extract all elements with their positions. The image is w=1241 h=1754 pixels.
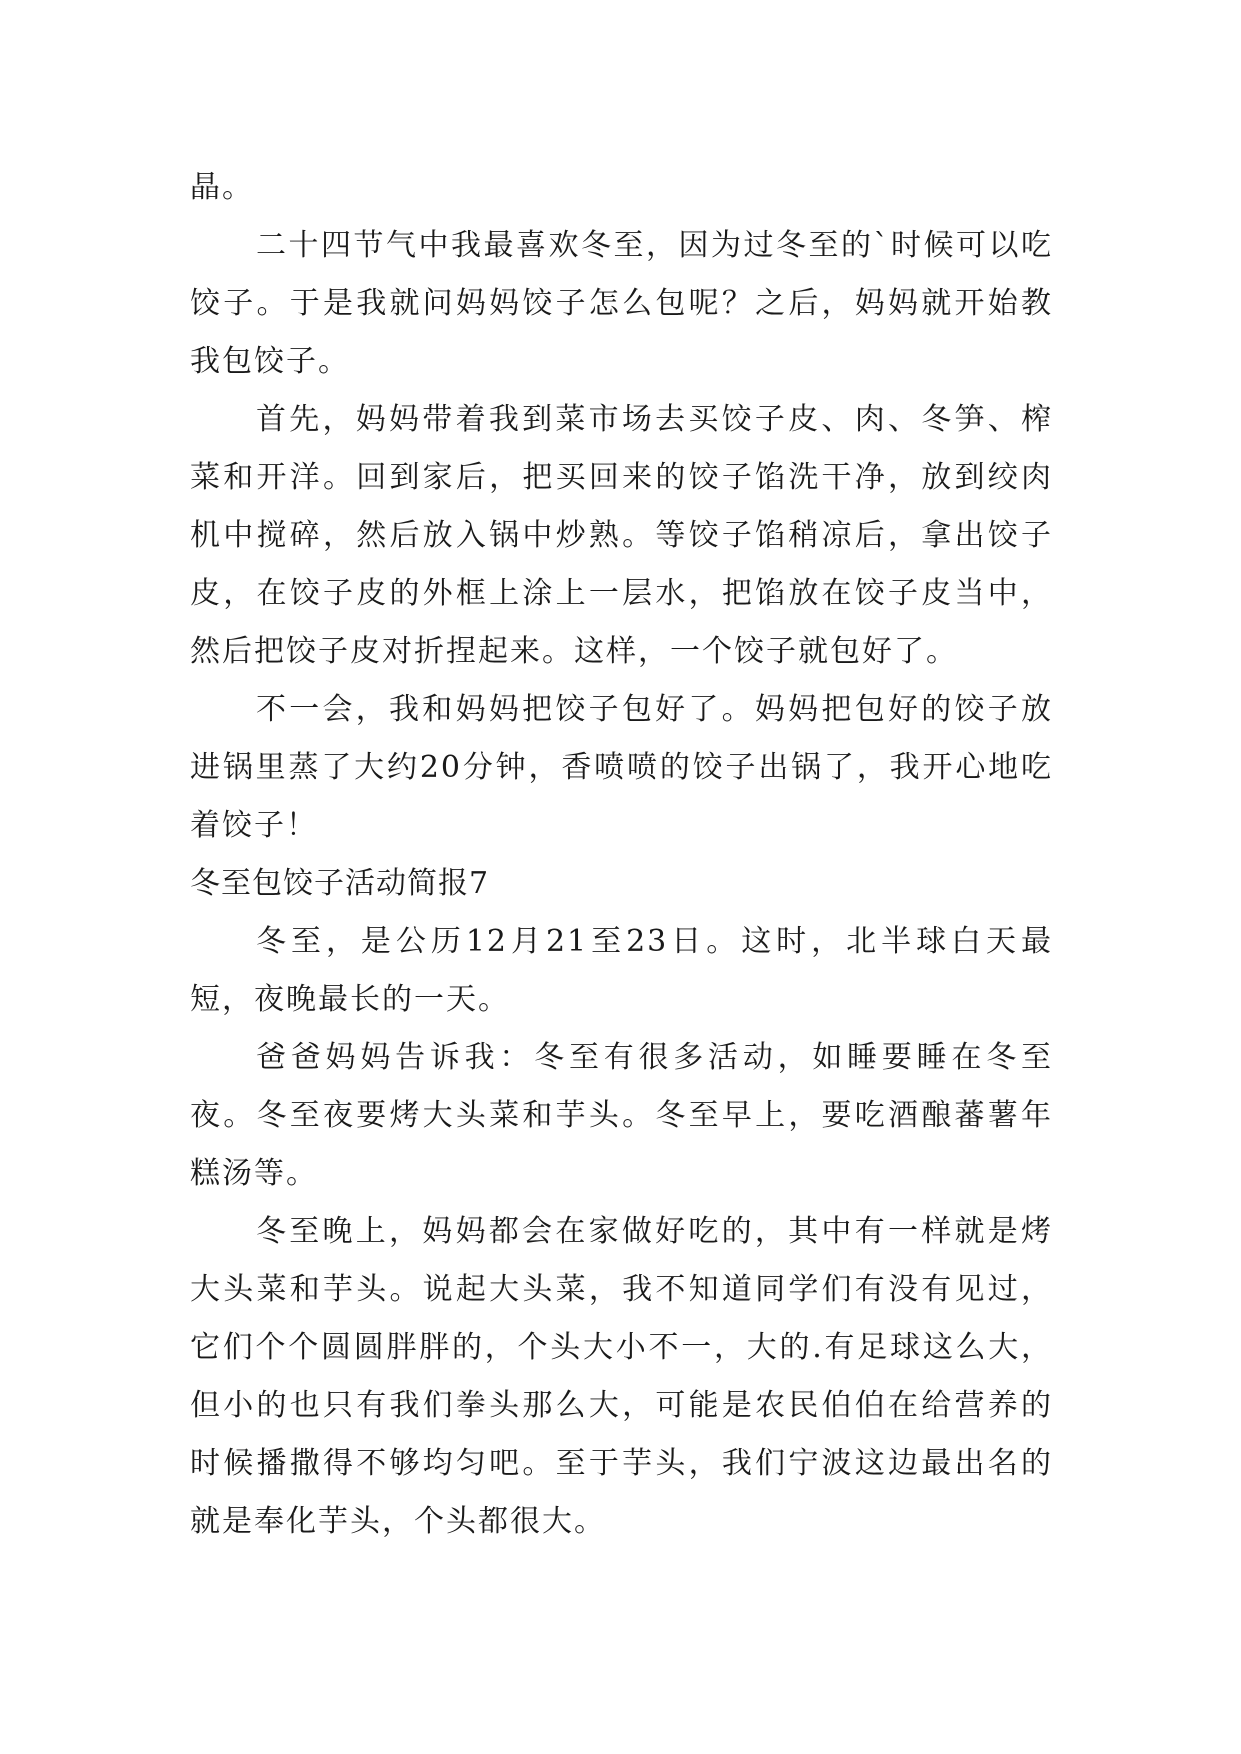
paragraph-3: 首先，妈妈带着我到菜市场去买饺子皮、肉、冬笋、榨菜和开洋。回到家后，把买回来的饺子馅洗干净，放到绞肉机中搅碎，然后放入锅中炒熟。等饺子馅稍凉后，拿出饺子皮，在饺子皮的外框上涂上一层水，把馅放在饺子皮当中，然后把饺子皮对折捏起来。这样，一个饺子就包好了。 (190, 402, 1053, 669)
section-title: 冬至包饺子活动简报7 (190, 866, 490, 901)
paragraph-1: 晶。 (190, 170, 254, 205)
paragraph-2: 二十四节气中我最喜欢冬至，因为过冬至的`时候可以吃饺子。于是我就问妈妈饺子怎么包呢？之后，妈妈就开始教我包饺子。 (190, 228, 1053, 379)
section-paragraph-1: 冬至，是公历12月21至23日。这时，北半球白天最短，夜晚最长的一天。 (190, 924, 1053, 1017)
section-paragraph-2: 爸爸妈妈告诉我：冬至有很多活动，如睡要睡在冬至夜。冬至夜要烤大头菜和芋头。冬至早上，要吃酒酿蕃薯年糕汤等。 (190, 1040, 1053, 1191)
document-body (190, 159, 1053, 1551)
paragraph-4: 不一会，我和妈妈把饺子包好了。妈妈把包好的饺子放进锅里蒸了大约20分钟，香喷喷的饺子出锅了，我开心地吃着饺子！ (190, 692, 1053, 843)
section-paragraph-3: 冬至晚上，妈妈都会在家做好吃的，其中有一样就是烤大头菜和芋头。说起大头菜，我不知道同学们有没有见过，它们个个圆圆胖胖的，个头大小不一，大的.有足球这么大，但小的也只有我们拳头那么大，可能是农民伯伯在给营养的时候播撒得不够均匀吧。至于芋头，我们宁波这边最出名的就是奉化芋头，个头都很大。 (190, 1214, 1053, 1539)
